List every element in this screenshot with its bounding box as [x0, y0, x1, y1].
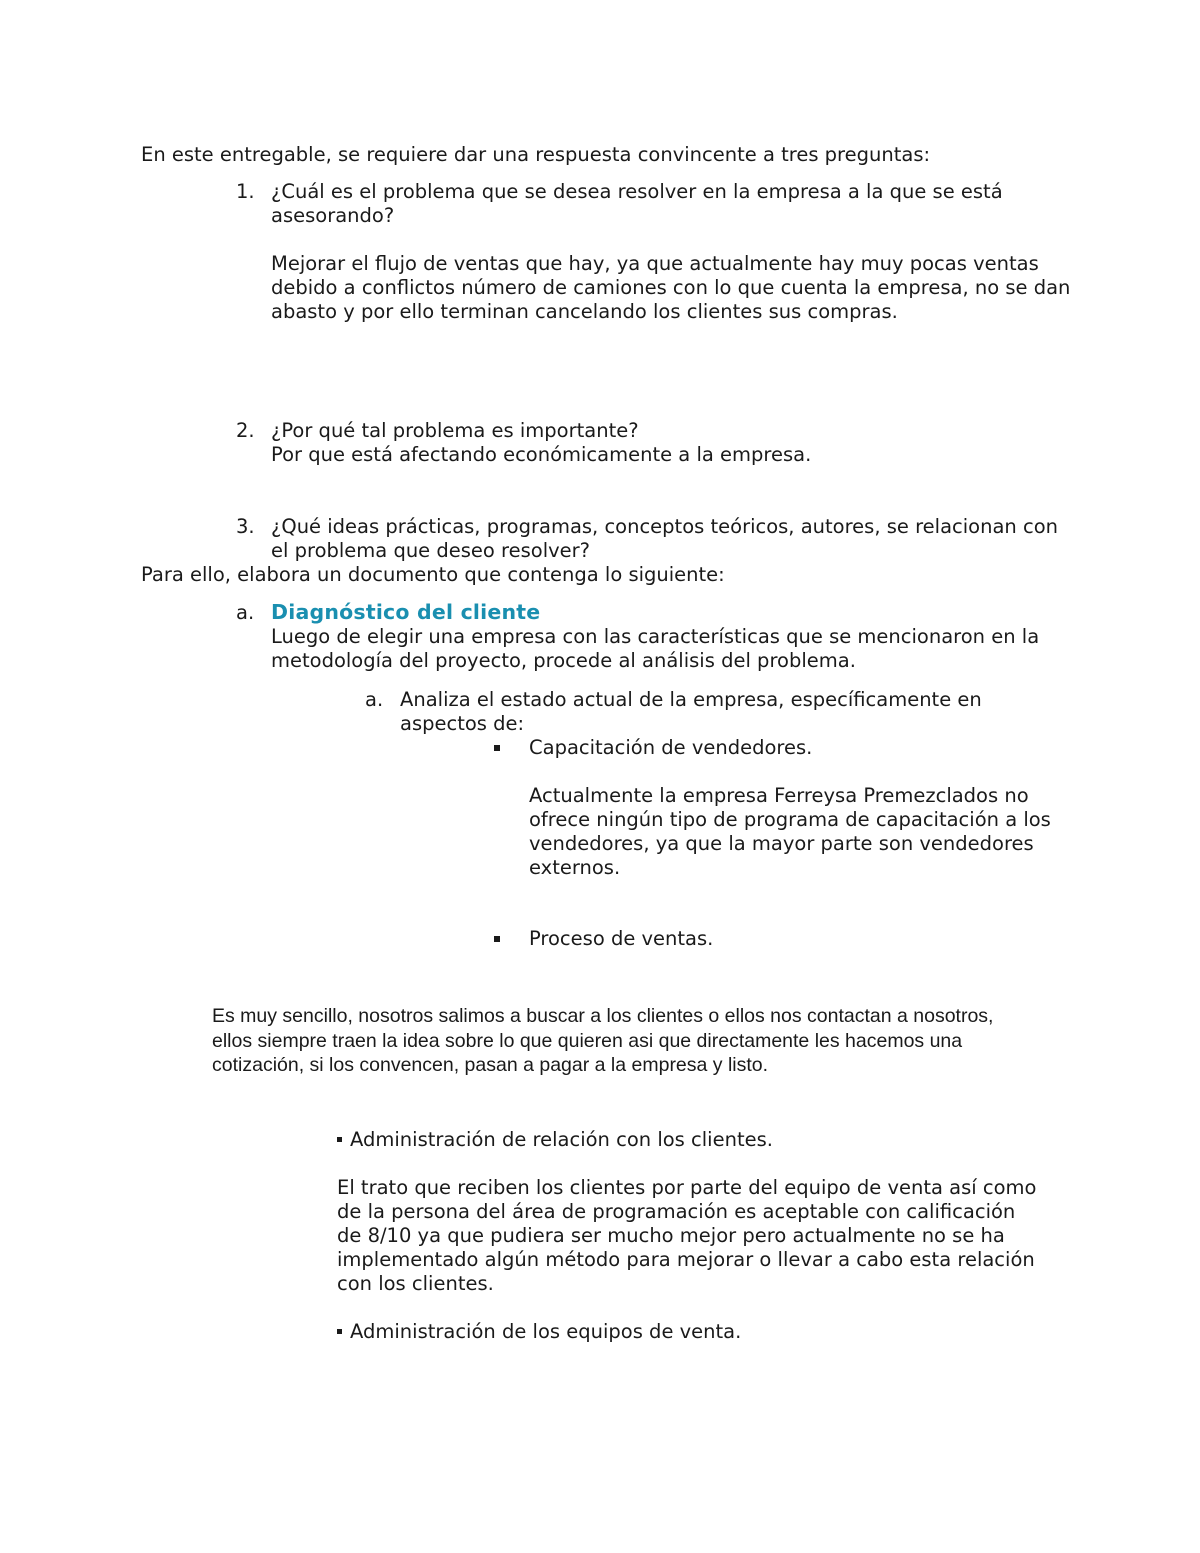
sub-item-text: Analiza el estado actual de la empresa, específicamente en aspectos de: [400, 688, 982, 735]
bullet-marker-2 [494, 936, 500, 942]
answer-2: Por que está afectando económicamente a la empresa. [271, 443, 812, 466]
question-1: ¿Cuál es el problema que se desea resolver en la empresa a la que se está asesorando? [271, 180, 1003, 227]
instruction-paragraph: Para ello, elabora un documento que contenga lo siguiente: [141, 563, 725, 586]
question-number-2: 2. [236, 419, 255, 442]
section-title: Diagnóstico del cliente [271, 600, 541, 624]
bullet-label-crm: Administración de relación con los clientes. [350, 1128, 773, 1151]
question-number-3: 3. [236, 515, 255, 538]
section-letter-a: a. [236, 601, 255, 624]
intro-paragraph: En este entregable, se requiere dar una respuesta convincente a tres preguntas: [141, 143, 931, 166]
crm-answer: El trato que reciben los clientes por parte del equipo de venta así como de la persona del área de programación es aceptable con calificación de 8/10 ya que pudiera ser mucho mejor pero actualmente no se ha implementado algún método para mejorar o llevar a cabo esta relación con los clientes. [337, 1176, 1037, 1295]
question-number-1: 1. [236, 180, 255, 203]
bullet-answer-training: Actualmente la empresa Ferreysa Premezclados no ofrece ningún tipo de programa de capacitación a los vendedores, ya que la mayor parte son vendedores externos. [529, 784, 1051, 879]
sub-letter-a: a. [365, 688, 384, 711]
bullet-label-training: Capacitación de vendedores. [529, 736, 813, 759]
bullet-sales-teams [337, 1320, 1077, 1344]
question-2: ¿Por qué tal problema es importante? [271, 419, 639, 442]
bullet-marker-sales-teams [337, 1329, 342, 1334]
sales-process-answer: Es muy sencillo, nosotros salimos a buscar a los clientes o ellos nos contactan a nosotros, ellos siempre traen la idea sobre lo que quieren asi que directamente les hacemos una cotización, si los convencen, pasan a pagar a la empresa y listo. [212, 1005, 994, 1076]
bullet-marker-crm [337, 1137, 342, 1142]
bullet-label-sales-process: Proceso de ventas. [529, 927, 714, 950]
bullet-label-sales-teams: Administración de los equipos de venta. [350, 1320, 742, 1343]
answer-1: Mejorar el flujo de ventas que hay, ya que actualmente hay muy pocas ventas debido a conflictos número de camiones con lo que cuenta la empresa, no se dan abasto y por ello terminan cancelando los clientes sus compras. [271, 252, 1071, 323]
bullet-crm [337, 1128, 1077, 1152]
question-3: ¿Qué ideas prácticas, programas, conceptos teóricos, autores, se relacionan con el problema que deseo resolver? [271, 515, 1058, 562]
bullet-marker-1 [494, 745, 500, 751]
section-body: Luego de elegir una empresa con las características que se mencionaron en la metodología del proyecto, procede al análisis del problema. [271, 625, 1040, 672]
